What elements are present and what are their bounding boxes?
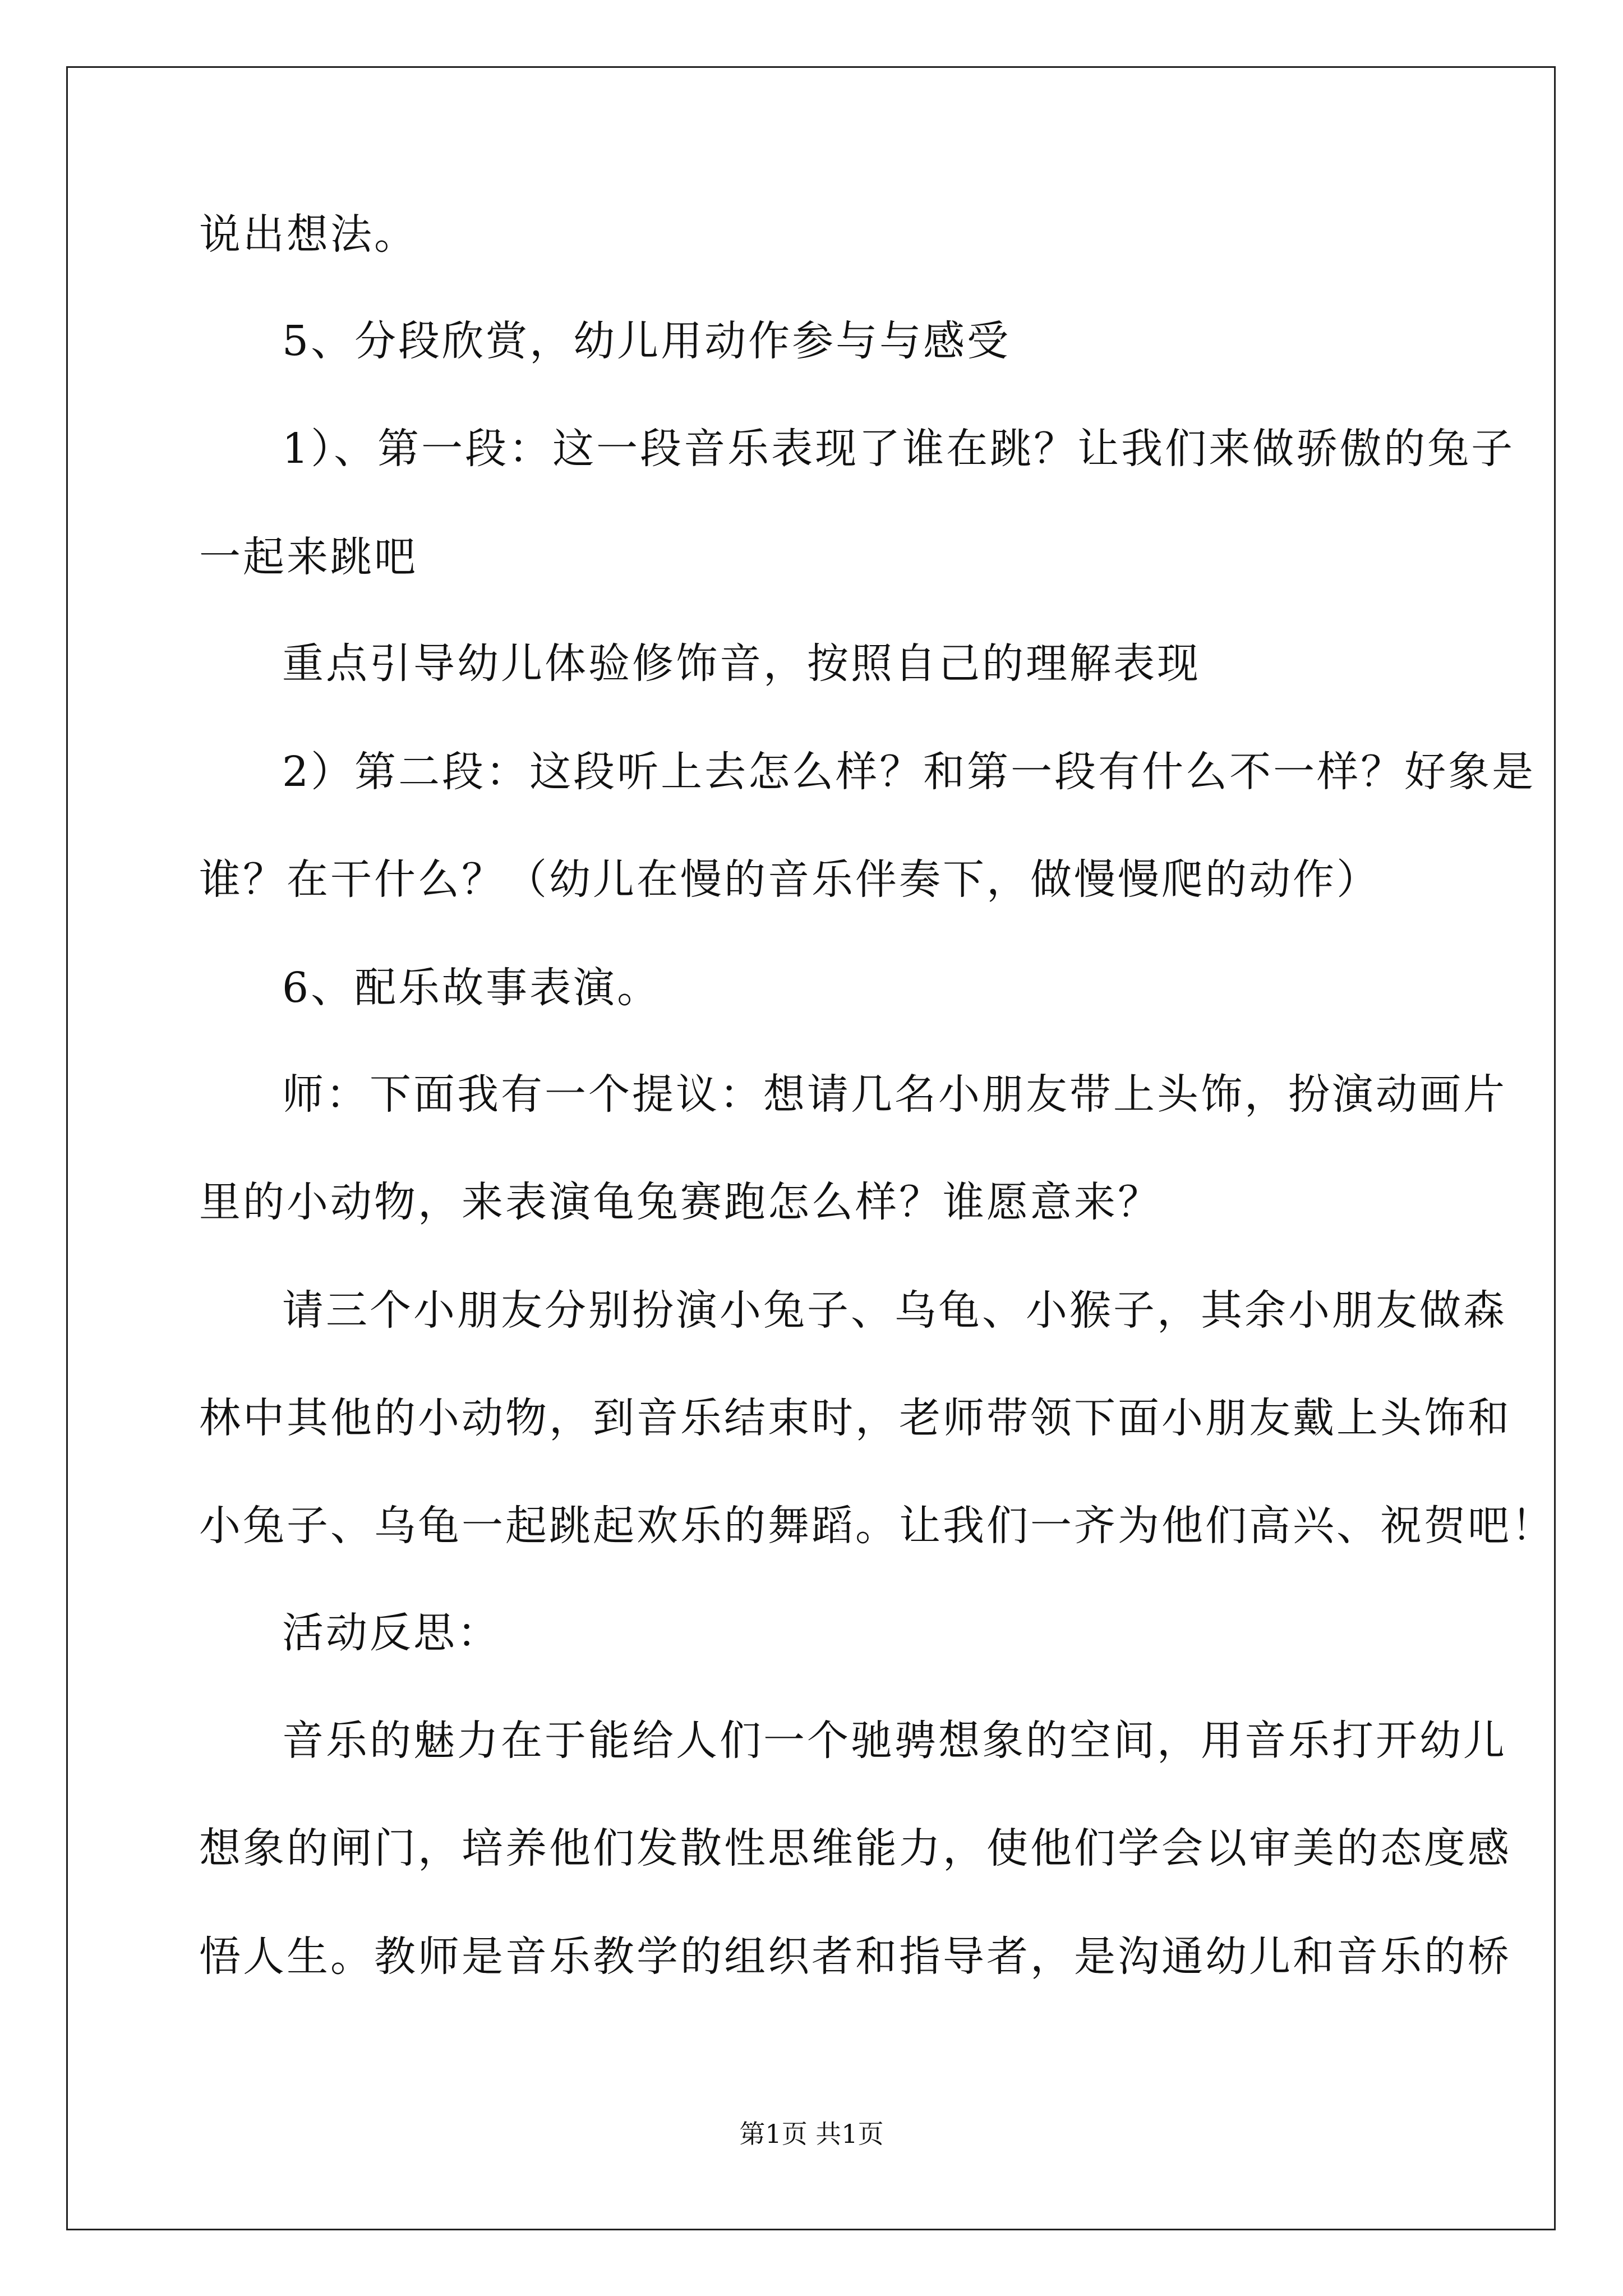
text-line-13: 小兔子、乌龟一起跳起欢乐的舞蹈。让我们一齐为他们高兴、祝贺吧！ <box>199 1502 1555 1550</box>
text-line-4: 一起来跳吧 <box>199 533 418 581</box>
text-line-12: 林中其他的小动物，到音乐结束时，老师带领下面小朋友戴上头饰和 <box>199 1394 1511 1442</box>
text-line-9: 师：下面我有一个提议：想请几名小朋友带上头饰，扮演动画片 <box>282 1070 1507 1119</box>
page-number-footer: 第1页 共1页 <box>739 2119 884 2149</box>
text-line-16: 想象的闸门，培养他们发散性思维能力，使他们学会以审美的态度感 <box>199 1824 1511 1872</box>
text-line-14: 活动反思： <box>282 1609 501 1657</box>
text-line-10: 里的小动物，来表演龟兔赛跑怎么样？谁愿意来？ <box>199 1178 1161 1226</box>
text-line-5: 重点引导幼儿体验修饰音，按照自己的理解表现 <box>282 639 1201 688</box>
text-line-17: 悟人生。教师是音乐教学的组织者和指导者，是沟通幼儿和音乐的桥 <box>199 1932 1511 1981</box>
text-line-11: 请三个小朋友分别扮演小兔子、乌龟、小猴子，其余小朋友做森 <box>282 1286 1507 1335</box>
text-line-3: 1）、第一段：这一段音乐表现了谁在跳？让我们来做骄傲的兔子 <box>282 425 1515 473</box>
text-line-8: 6、配乐故事表演。 <box>282 964 661 1012</box>
page-border <box>66 66 1556 2230</box>
text-line-6: 2）第二段：这段听上去怎么样？和第一段有什么不一样？好象是 <box>282 748 1536 796</box>
text-line-1: 说出想法。 <box>199 210 418 259</box>
text-line-2: 5、分段欣赏，幼儿用动作参与与感受 <box>282 317 1011 365</box>
text-line-7: 谁？在干什么？（幼儿在慢的音乐伴奏下，做慢慢爬的动作） <box>199 855 1380 904</box>
text-line-15: 音乐的魅力在于能给人们一个驰骋想象的空间，用音乐打开幼儿 <box>282 1717 1507 1765</box>
